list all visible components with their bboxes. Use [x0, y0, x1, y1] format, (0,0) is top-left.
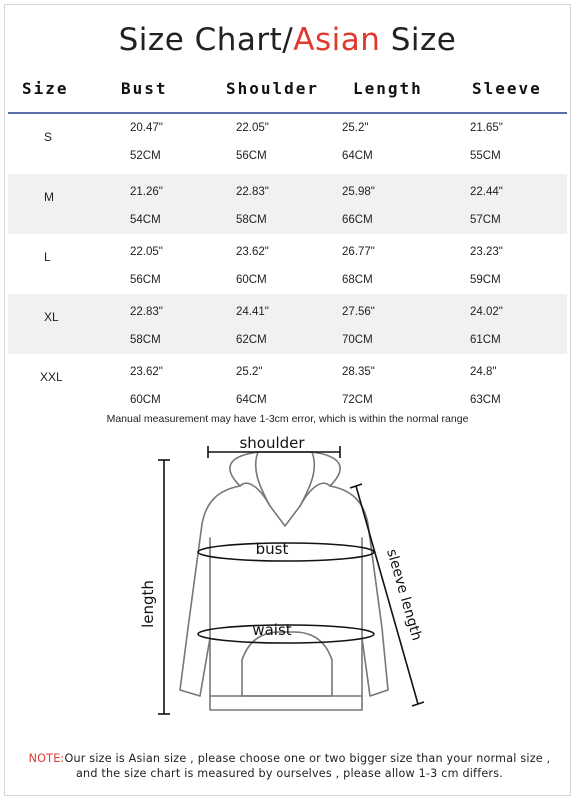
bust-inch-cell: 22.83" — [130, 306, 163, 318]
shoulder-cm-cell: 56CM — [236, 150, 267, 162]
sleeve-cm-cell: 55CM — [470, 150, 501, 162]
bust-cm-cell: 52CM — [130, 150, 161, 162]
shoulder-inch-cell: 25.2" — [236, 366, 263, 378]
bust-cm-cell: 58CM — [130, 334, 161, 346]
header-length: Length — [353, 79, 423, 98]
bust-cm-cell: 56CM — [130, 274, 161, 286]
length-inch-cell: 27.56" — [342, 306, 375, 318]
size-cell: L — [44, 250, 51, 264]
table-row — [8, 174, 567, 234]
length-cm-cell: 70CM — [342, 334, 373, 346]
table-row — [8, 294, 567, 354]
shoulder-inch-cell: 22.05" — [236, 122, 269, 134]
size-cell: XXL — [40, 370, 63, 384]
title-accent: Asian — [293, 22, 381, 58]
shoulder-cm-cell: 58CM — [236, 214, 267, 226]
header-sleeve: Sleeve — [472, 79, 542, 98]
length-label: length — [139, 580, 157, 628]
length-cm-cell: 68CM — [342, 274, 373, 286]
footer-note-label: NOTE: — [28, 752, 65, 765]
sleeve-inch-cell: 24.02" — [470, 306, 503, 318]
length-arrow — [158, 460, 170, 714]
table-row — [8, 114, 567, 174]
hoodie-diagram — [130, 428, 450, 728]
measurement-note: Manual measurement may have 1-3cm error, which is within the normal range — [106, 413, 469, 425]
shoulder-label: shoulder — [239, 434, 305, 452]
sleeve-inch-cell: 24.8" — [470, 366, 497, 378]
shoulder-inch-cell: 24.41" — [236, 306, 269, 318]
length-inch-cell: 28.35" — [342, 366, 375, 378]
length-inch-cell: 26.77" — [342, 246, 375, 258]
bust-label: bust — [255, 540, 289, 558]
size-cell: S — [44, 130, 53, 144]
table-row — [8, 354, 567, 414]
shoulder-inch-cell: 22.83" — [236, 186, 269, 198]
sleeve-inch-cell: 21.65" — [470, 122, 503, 134]
title-tail: Size — [380, 22, 457, 58]
bust-inch-cell: 21.26" — [130, 186, 163, 198]
footer-note — [24, 751, 555, 781]
header-shoulder: Shoulder — [226, 79, 320, 98]
sleeve-label: sleeve length — [383, 547, 425, 643]
sleeve-cm-cell: 63CM — [470, 394, 501, 406]
bust-inch-cell: 23.62" — [130, 366, 163, 378]
shoulder-cm-cell: 60CM — [236, 274, 267, 286]
length-inch-cell: 25.98" — [342, 186, 375, 198]
bust-cm-cell: 60CM — [130, 394, 161, 406]
shoulder-cm-cell: 62CM — [236, 334, 267, 346]
length-cm-cell: 64CM — [342, 150, 373, 162]
sleeve-cm-cell: 57CM — [470, 214, 501, 226]
header-bust: Bust — [121, 79, 168, 98]
length-inch-cell: 25.2" — [342, 122, 369, 134]
size-table — [8, 114, 567, 414]
bust-inch-cell: 20.47" — [130, 122, 163, 134]
sleeve-cm-cell: 59CM — [470, 274, 501, 286]
length-cm-cell: 72CM — [342, 394, 373, 406]
waist-label: waist — [252, 621, 292, 639]
bust-inch-cell: 22.05" — [130, 246, 163, 258]
table-row — [8, 234, 567, 294]
page-title — [0, 22, 575, 58]
table-header — [8, 70, 567, 114]
sleeve-inch-cell: 23.23" — [470, 246, 503, 258]
title-main: Size Chart/ — [118, 22, 294, 58]
shoulder-inch-cell: 23.62" — [236, 246, 269, 258]
header-size: Size — [22, 79, 69, 98]
size-cell: M — [44, 190, 54, 204]
sleeve-inch-cell: 22.44" — [470, 186, 503, 198]
shoulder-cm-cell: 64CM — [236, 394, 267, 406]
sleeve-cm-cell: 61CM — [470, 334, 501, 346]
bust-cm-cell: 54CM — [130, 214, 161, 226]
size-cell: XL — [44, 310, 59, 324]
length-cm-cell: 66CM — [342, 214, 373, 226]
footer-note-text: Our size is Asian size , please choose one or two bigger size than your normal size , and the size chart is measured by ourselves , please allow 1-3 cm differs. — [64, 752, 551, 780]
